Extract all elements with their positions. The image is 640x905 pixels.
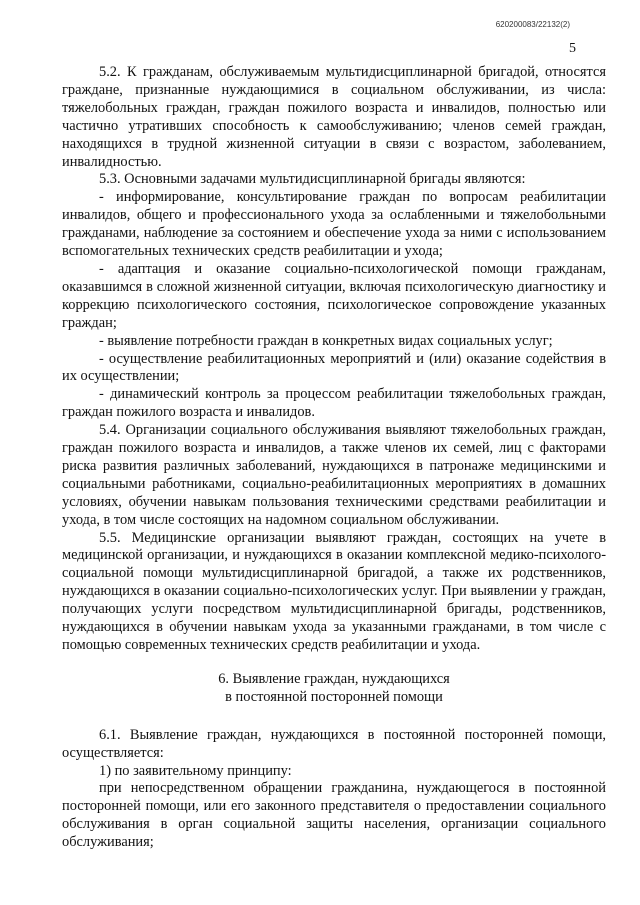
section-heading-line-1: 6. Выявление граждан, нуждающихся xyxy=(218,670,450,687)
list-item-application-principle: 1) по заявительному принципу: xyxy=(99,762,292,779)
section-heading-line-2: в постоянной посторонней помощи xyxy=(225,688,443,705)
document-body xyxy=(62,64,606,852)
list-item-rehabilitation: - осуществление реабилитационных мероприятий и (или) оказание содействия в их осуществлении; xyxy=(62,350,606,385)
list-item-needs: - выявление потребности граждан в конкретных видах социальных услуг; xyxy=(99,332,553,349)
list-item-informing: - информирование, консультирование граждан по вопросам реабилитации инвалидов, общего и профессионального ухода за ослабленными и тяжелобольными гражданами, наблюдение за состоянием и обеспечение ухода за ними с использованием вспомогательных технических средств реабилитации и ухода; xyxy=(62,189,606,260)
paragraph-5-2: 5.2. К гражданам, обслуживаемым мультидисциплинарной бригадой, относятся граждане, признанные нуждающимися в социальном обслуживании, из числа: тяжелобольных граждан, граждан пожилого возраста и инвалидов, полностью или частично утративших способность к самообслуживанию; членов семей граждан, находящихся в трудной жизненной ситуации в связи с возрастом, заболеванием, инвалидностью. xyxy=(62,64,606,170)
document-id: 620200083/22132(2) xyxy=(495,20,570,29)
paragraph-5-5: 5.5. Медицинские организации выявляют граждан, состоящих на учете в медицинской организации, и нуждающихся в оказании комплексной медико-психолого-социальной помощи мультидисциплинарной бригадой, а также их родственников, нуждающихся в оказании социально-психологических услуг. При выявлении у граждан, получающих услуги посредством мультидисциплинарной бригады, родственников, нуждающихся в обучении навыкам ухода за указанными гражданами, в том числе с помощью современных технических средств реабилитации и ухода. xyxy=(62,529,606,653)
paragraph-5-4: 5.4. Организации социального обслуживания выявляют тяжелобольных граждан, граждан пожилого возраста и инвалидов, а также членов их семей, лиц с факторами риска развития различных заболеваний, нуждающихся в патронаже медицинскими и социальными работниками, социально-реабилитационных мероприятиях в домашних условиях, обучении навыкам пользования техническими средствами реабилитации и ухода, в том числе состоящих на надомном социальном обслуживании. xyxy=(62,422,606,528)
page-number: 5 xyxy=(569,41,576,56)
section-heading xyxy=(62,671,606,707)
paragraph-direct-request: при непосредственном обращении гражданина, нуждающегося в постоянной посторонней помощи, или его законного представителя о предоставлении социального обслуживания в орган социальной защиты населения, организации социального обслуживания; xyxy=(62,780,606,851)
list-item-adaptation: - адаптация и оказание социально-психологической помощи гражданам, оказавшимся в сложной жизненной ситуации, включая психологическую диагностику и коррекцию психологического состояния, психологическое сопровождение указанных граждан; xyxy=(62,260,606,331)
paragraph-6-1: 6.1. Выявление граждан, нуждающихся в постоянной посторонней помощи, осуществляется: xyxy=(62,726,606,761)
paragraph-5-3: 5.3. Основными задачами мультидисциплинарной бригады являются: xyxy=(99,171,526,188)
list-item-control: - динамический контроль за процессом реабилитации тяжелобольных граждан, граждан пожилого возраста и инвалидов. xyxy=(62,386,606,421)
